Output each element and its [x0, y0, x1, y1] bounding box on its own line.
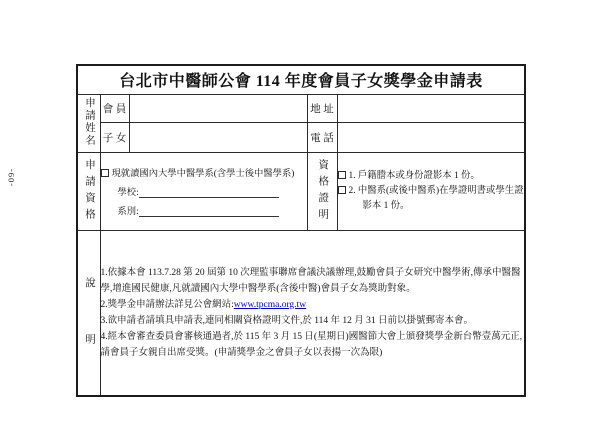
- note-item-2-text: 2.獎學金申請辦法詳見公會網站:: [100, 299, 234, 310]
- proof-item-1: [338, 169, 525, 184]
- proof-item-2-text: 2. 中醫系(或後中醫系)在學證明書或學生證影本 1 份。: [348, 185, 524, 211]
- phone-field[interactable]: [337, 122, 525, 152]
- phone-label: 電 話: [307, 122, 337, 152]
- section-qualification: [77, 152, 100, 230]
- checkbox-enrolled[interactable]: [101, 169, 109, 177]
- qualification-content: [100, 152, 307, 230]
- note-item-3: 3.欲申請者請填具申請表,連同相關資格證明文件,於 114 年 12 月 31 日前以掛號郵寄本會。: [100, 315, 474, 326]
- proof-content: [337, 152, 525, 230]
- section-proof: [307, 152, 337, 230]
- child-label: 子 女: [100, 122, 129, 152]
- association-website-link[interactable]: www.tpcma.org.tw: [233, 299, 307, 310]
- proof-item-2: [338, 184, 525, 214]
- note-item-1: 1.依據本會 113.7.28 第 20 屆第 10 次理監事聯席會議決議辦理,鼓勵會員子女研究中醫學術,傳承中醫醫學,增進國民健康,凡就讀國內大學中醫學系(含後中醫)會員子女為獎助對象。: [100, 267, 521, 294]
- title-row: [77, 65, 525, 94]
- section-applicant-name: [77, 94, 100, 152]
- note-item-4: 4.經本會審查委員會審核通過者,於 115 年 3 月 15 日(星期日)國醫節大會上頒發獎學金新台幣壹萬元正,請會員子女親自出席受獎。(申請獎學金之會員子女以表揚一次為限): [100, 331, 523, 358]
- notes-section-label: 說明: [84, 276, 95, 390]
- checkbox-proof-2[interactable]: [338, 186, 346, 194]
- member-row: [77, 94, 525, 122]
- department-label: 系別:: [117, 207, 139, 217]
- qualification-section-label: 申請資格: [84, 158, 95, 225]
- child-row: [77, 122, 525, 152]
- checkbox-proof-1[interactable]: [338, 171, 346, 179]
- proof-item-1-text: 1. 戶籍謄本或身份證影本 1 份。: [348, 170, 480, 181]
- applicant-section-label: 申請姓名: [84, 96, 95, 147]
- department-input-line[interactable]: [139, 206, 279, 217]
- page-number: -09-: [6, 167, 17, 187]
- qualification-row: [77, 152, 525, 230]
- school-label: 學校:: [117, 188, 139, 198]
- scholarship-application-form: [76, 64, 526, 397]
- note-item-2: [101, 297, 525, 313]
- address-field[interactable]: [337, 94, 525, 122]
- notes-content: [100, 230, 525, 396]
- child-name-field[interactable]: [129, 122, 307, 152]
- proof-section-label: 資格證明: [317, 158, 329, 225]
- member-label: 會 員: [100, 94, 129, 122]
- address-label: 地 址: [307, 94, 337, 122]
- section-notes: [77, 230, 100, 396]
- notes-row: [77, 230, 525, 396]
- form-title: 台北市中醫師公會 114 年度會員子女獎學金申請表: [77, 65, 525, 94]
- member-name-field[interactable]: [129, 94, 307, 122]
- school-input-line[interactable]: [139, 187, 279, 198]
- enrolled-checkbox-label: 現就讀國內大學中醫學系(含學士後中醫學系): [111, 169, 295, 179]
